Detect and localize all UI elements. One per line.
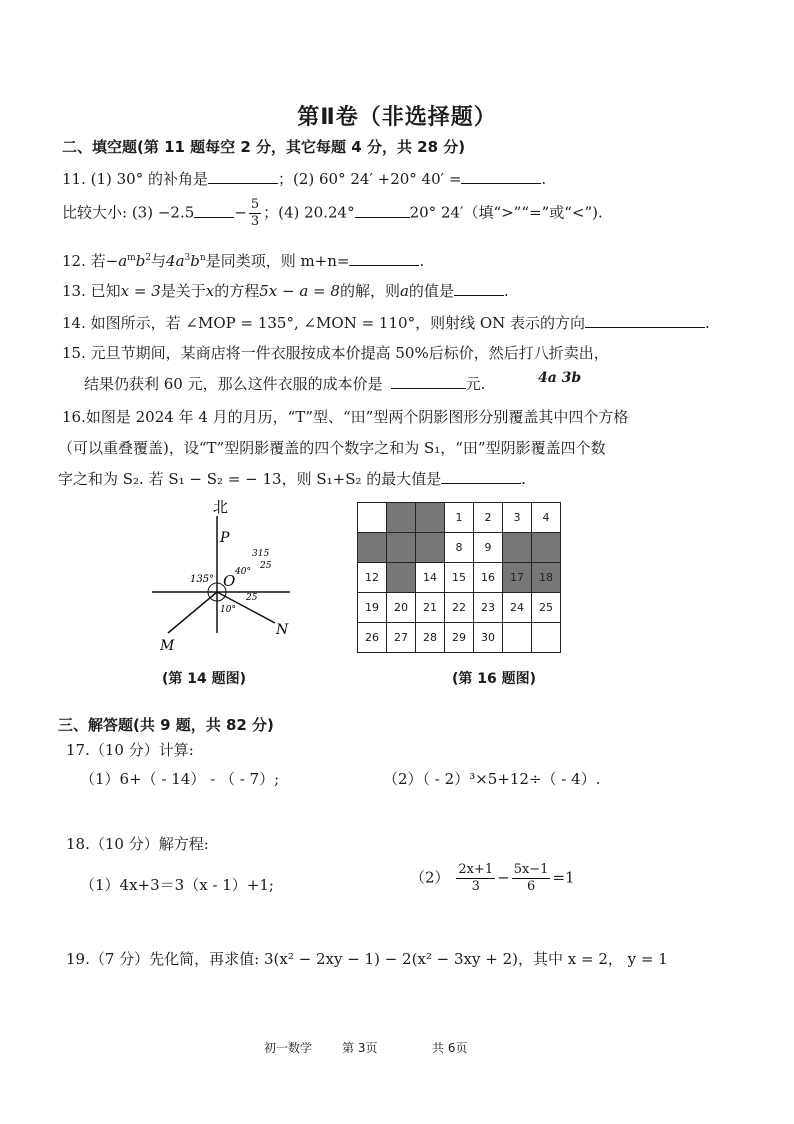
minus-sign: − xyxy=(497,868,510,887)
answer-blank[interactable] xyxy=(585,312,705,328)
q14-text: 14. 如图所示，若 ∠MOP = 135°, ∠MON = 110°，则射线 ON 表示的方向 xyxy=(62,314,586,332)
calendar-cell: 22 xyxy=(445,593,474,623)
denominator: 3 xyxy=(471,879,480,894)
calendar-cell: 8 xyxy=(445,533,474,563)
calendar-cell: 25 xyxy=(532,593,561,623)
question-17-head: 17.（10 分）计算: xyxy=(66,741,194,759)
page-title: 第Ⅱ卷（非选择题） xyxy=(297,105,497,130)
calendar-cell: 2 xyxy=(474,503,503,533)
answer-blank[interactable] xyxy=(208,168,278,184)
question-11-line-2 xyxy=(62,197,603,230)
q13-mid2: 的方程 xyxy=(214,282,260,300)
figure-14-caption: (第 14 题图) xyxy=(162,671,247,687)
answer-blank[interactable] xyxy=(454,280,504,296)
section-2-header: 二、填空题(第 11 题每空 2 分，其它每题 4 分，共 28 分) xyxy=(62,138,466,156)
question-16-line-2: （可以重叠覆盖)，设“T”型阴影覆盖的四个数字之和为 S₁，“田”型阴影覆盖四个数 xyxy=(58,439,606,457)
fraction-2x-plus-1-over-3 xyxy=(456,862,495,895)
answer-blank[interactable] xyxy=(349,250,419,266)
math: 5x − a = 8 xyxy=(259,282,340,300)
calendar-cell xyxy=(416,503,445,533)
annotation-40: 40° xyxy=(235,567,251,577)
calendar-row xyxy=(358,563,561,593)
q11-part-d-tail: 20° 24′（填“>”“=”或“<”). xyxy=(409,203,603,222)
punct: . xyxy=(705,314,710,332)
numerator: 5x−1 xyxy=(513,862,549,877)
calendar-cell: 29 xyxy=(445,623,474,653)
punct: . xyxy=(419,252,425,270)
label-n: N xyxy=(276,622,289,638)
denominator: 3 xyxy=(250,214,260,229)
annotation-10: 10° xyxy=(220,605,236,615)
figure-16-caption: (第 16 题图) xyxy=(452,671,537,687)
answer-blank[interactable] xyxy=(355,202,410,218)
question-19: 19.（7 分）先化简，再求值: 3(x² − 2xy − 1) − 2(x² − 3xy + 2)，其中 x = 2， y = 1 xyxy=(66,950,668,968)
annotation-25b: 25 xyxy=(246,593,258,603)
calendar-cell: 3 xyxy=(503,503,532,533)
calendar-cell: 27 xyxy=(387,623,416,653)
q12-prefix: 12. 若 xyxy=(62,252,106,270)
exponent: n xyxy=(199,253,206,263)
footer-page: 第 3页 xyxy=(342,1041,378,1055)
calendar-cell: 24 xyxy=(503,593,532,623)
numerator: 2x+1 xyxy=(458,862,494,877)
q16-text: 字之和为 S₂. 若 S₁ − S₂ = − 13，则 S₁+S₂ 的最大值是 xyxy=(58,470,442,488)
question-15-line-1: 15. 元旦节期间，某商店将一件衣服按成本价提高 50%后标价，然后打八折卖出， xyxy=(62,344,609,362)
punct: . xyxy=(541,170,547,188)
footer-total: 共 6页 xyxy=(432,1041,468,1055)
calendar-cell xyxy=(416,533,445,563)
section-3-header: 三、解答题(共 9 题，共 82 分) xyxy=(58,716,274,734)
calendar-cell: 17 xyxy=(503,563,532,593)
question-11-line-1 xyxy=(62,168,546,189)
annotation-135: 135° xyxy=(190,574,215,585)
footer-subject: 初一数学 xyxy=(264,1041,313,1055)
calendar-cell: 20 xyxy=(387,593,416,623)
answer-blank[interactable] xyxy=(441,468,521,484)
question-13 xyxy=(62,280,509,301)
calendar-cell xyxy=(503,623,532,653)
calendar-cell xyxy=(532,533,561,563)
calendar-cell: 1 xyxy=(445,503,474,533)
question-16-line-3 xyxy=(58,468,526,489)
calendar-cell xyxy=(358,503,387,533)
question-17-part-2: （2）（ - 2）³×5+12÷（ - 4）. xyxy=(383,770,601,788)
annotation-25a: 25 xyxy=(260,561,272,571)
question-12 xyxy=(62,250,424,271)
calendar-cell: 14 xyxy=(416,563,445,593)
fraction-5-3 xyxy=(249,197,261,230)
calendar-cell: 26 xyxy=(358,623,387,653)
part-label: （2） xyxy=(410,868,450,887)
exponent: m xyxy=(127,253,136,263)
calendar-cell xyxy=(387,533,416,563)
calendar-cell xyxy=(503,533,532,563)
calendar-cell: 19 xyxy=(358,593,387,623)
calendar-cell: 9 xyxy=(474,533,503,563)
calendar-cell xyxy=(358,533,387,563)
math: a xyxy=(399,282,409,300)
equals-one: =1 xyxy=(552,868,575,887)
term: b xyxy=(135,252,146,270)
exponent: 2 xyxy=(145,253,152,263)
figure-14-compass xyxy=(140,498,310,658)
annotation-315: 315 xyxy=(252,549,270,559)
exponent: 3 xyxy=(184,253,191,263)
term: −a xyxy=(105,252,128,270)
north-label: 北 xyxy=(213,498,229,516)
answer-blank[interactable] xyxy=(391,373,466,389)
calendar-cell xyxy=(387,503,416,533)
denominator: 6 xyxy=(526,879,536,894)
calendar-cell: 16 xyxy=(474,563,503,593)
question-18-part-2 xyxy=(410,862,575,895)
q11-part-d: ；(4) 20.24° xyxy=(263,203,355,222)
question-14 xyxy=(62,312,710,333)
minus-sign: − xyxy=(234,203,247,222)
label-o: O xyxy=(223,572,236,590)
calendar-cell: 4 xyxy=(532,503,561,533)
question-18-part-1: （1）4x+3＝3（x - 1）+1; xyxy=(80,876,274,894)
handwritten-note: 4a 3b xyxy=(538,370,582,386)
q15-text: 结果仍获利 60 元，那么这件衣服的成本价是 xyxy=(84,375,383,393)
question-16-line-1: 16.如图是 2024 年 4 月的月历，“T”型、“田”型两个阴影图形分别覆盖其中四个方格 xyxy=(62,408,629,426)
q13-mid3: 的解，则 xyxy=(339,282,400,300)
ray-om xyxy=(168,592,217,633)
fraction-5x-minus-1-over-6 xyxy=(512,862,551,895)
q15-unit: 元. xyxy=(465,375,486,393)
q13-tail: 的值是 xyxy=(408,282,454,300)
calendar-cell: 15 xyxy=(445,563,474,593)
punct: . xyxy=(503,282,509,300)
answer-blank[interactable] xyxy=(461,168,541,184)
math: x = 3 xyxy=(120,282,161,300)
q11-part-a: 11. (1) 30° 的补角是 xyxy=(62,170,208,188)
calendar-cell xyxy=(387,563,416,593)
math: x xyxy=(205,282,215,300)
calendar-cell: 18 xyxy=(532,563,561,593)
numerator: 5 xyxy=(250,197,260,212)
calendar-cell: 12 xyxy=(358,563,387,593)
calendar-row xyxy=(358,593,561,623)
term: 4a xyxy=(166,252,185,270)
label-m: M xyxy=(160,638,175,654)
q12-mid: 与 xyxy=(151,252,167,270)
question-18-head: 18.（10 分）解方程: xyxy=(66,835,209,853)
answer-blank[interactable] xyxy=(194,202,234,218)
q13-mid: 是关于 xyxy=(160,282,206,300)
calendar-cell: 23 xyxy=(474,593,503,623)
q12-tail: 是同类项，则 m+n= xyxy=(205,252,350,270)
calendar-cell: 28 xyxy=(416,623,445,653)
punct: . xyxy=(521,470,527,488)
calendar-row xyxy=(358,533,561,563)
calendar-cell xyxy=(532,623,561,653)
calendar-row xyxy=(358,503,561,533)
term: b xyxy=(190,252,200,270)
label-p: P xyxy=(220,530,230,546)
question-15-line-2 xyxy=(84,373,485,394)
figure-16-calendar xyxy=(357,502,561,653)
calendar-row xyxy=(358,623,561,653)
q11-part-b: ；(2) 60° 24′ +20° 40′ = xyxy=(278,170,462,188)
q13-prefix: 13. 已知 xyxy=(62,282,121,300)
calendar-cell: 30 xyxy=(474,623,503,653)
q11-part-c: 比较大小: (3) −2.5 xyxy=(62,203,195,222)
question-17-part-1: （1）6+（ - 14） - （ - 7）; xyxy=(80,770,280,788)
calendar-cell: 21 xyxy=(416,593,445,623)
